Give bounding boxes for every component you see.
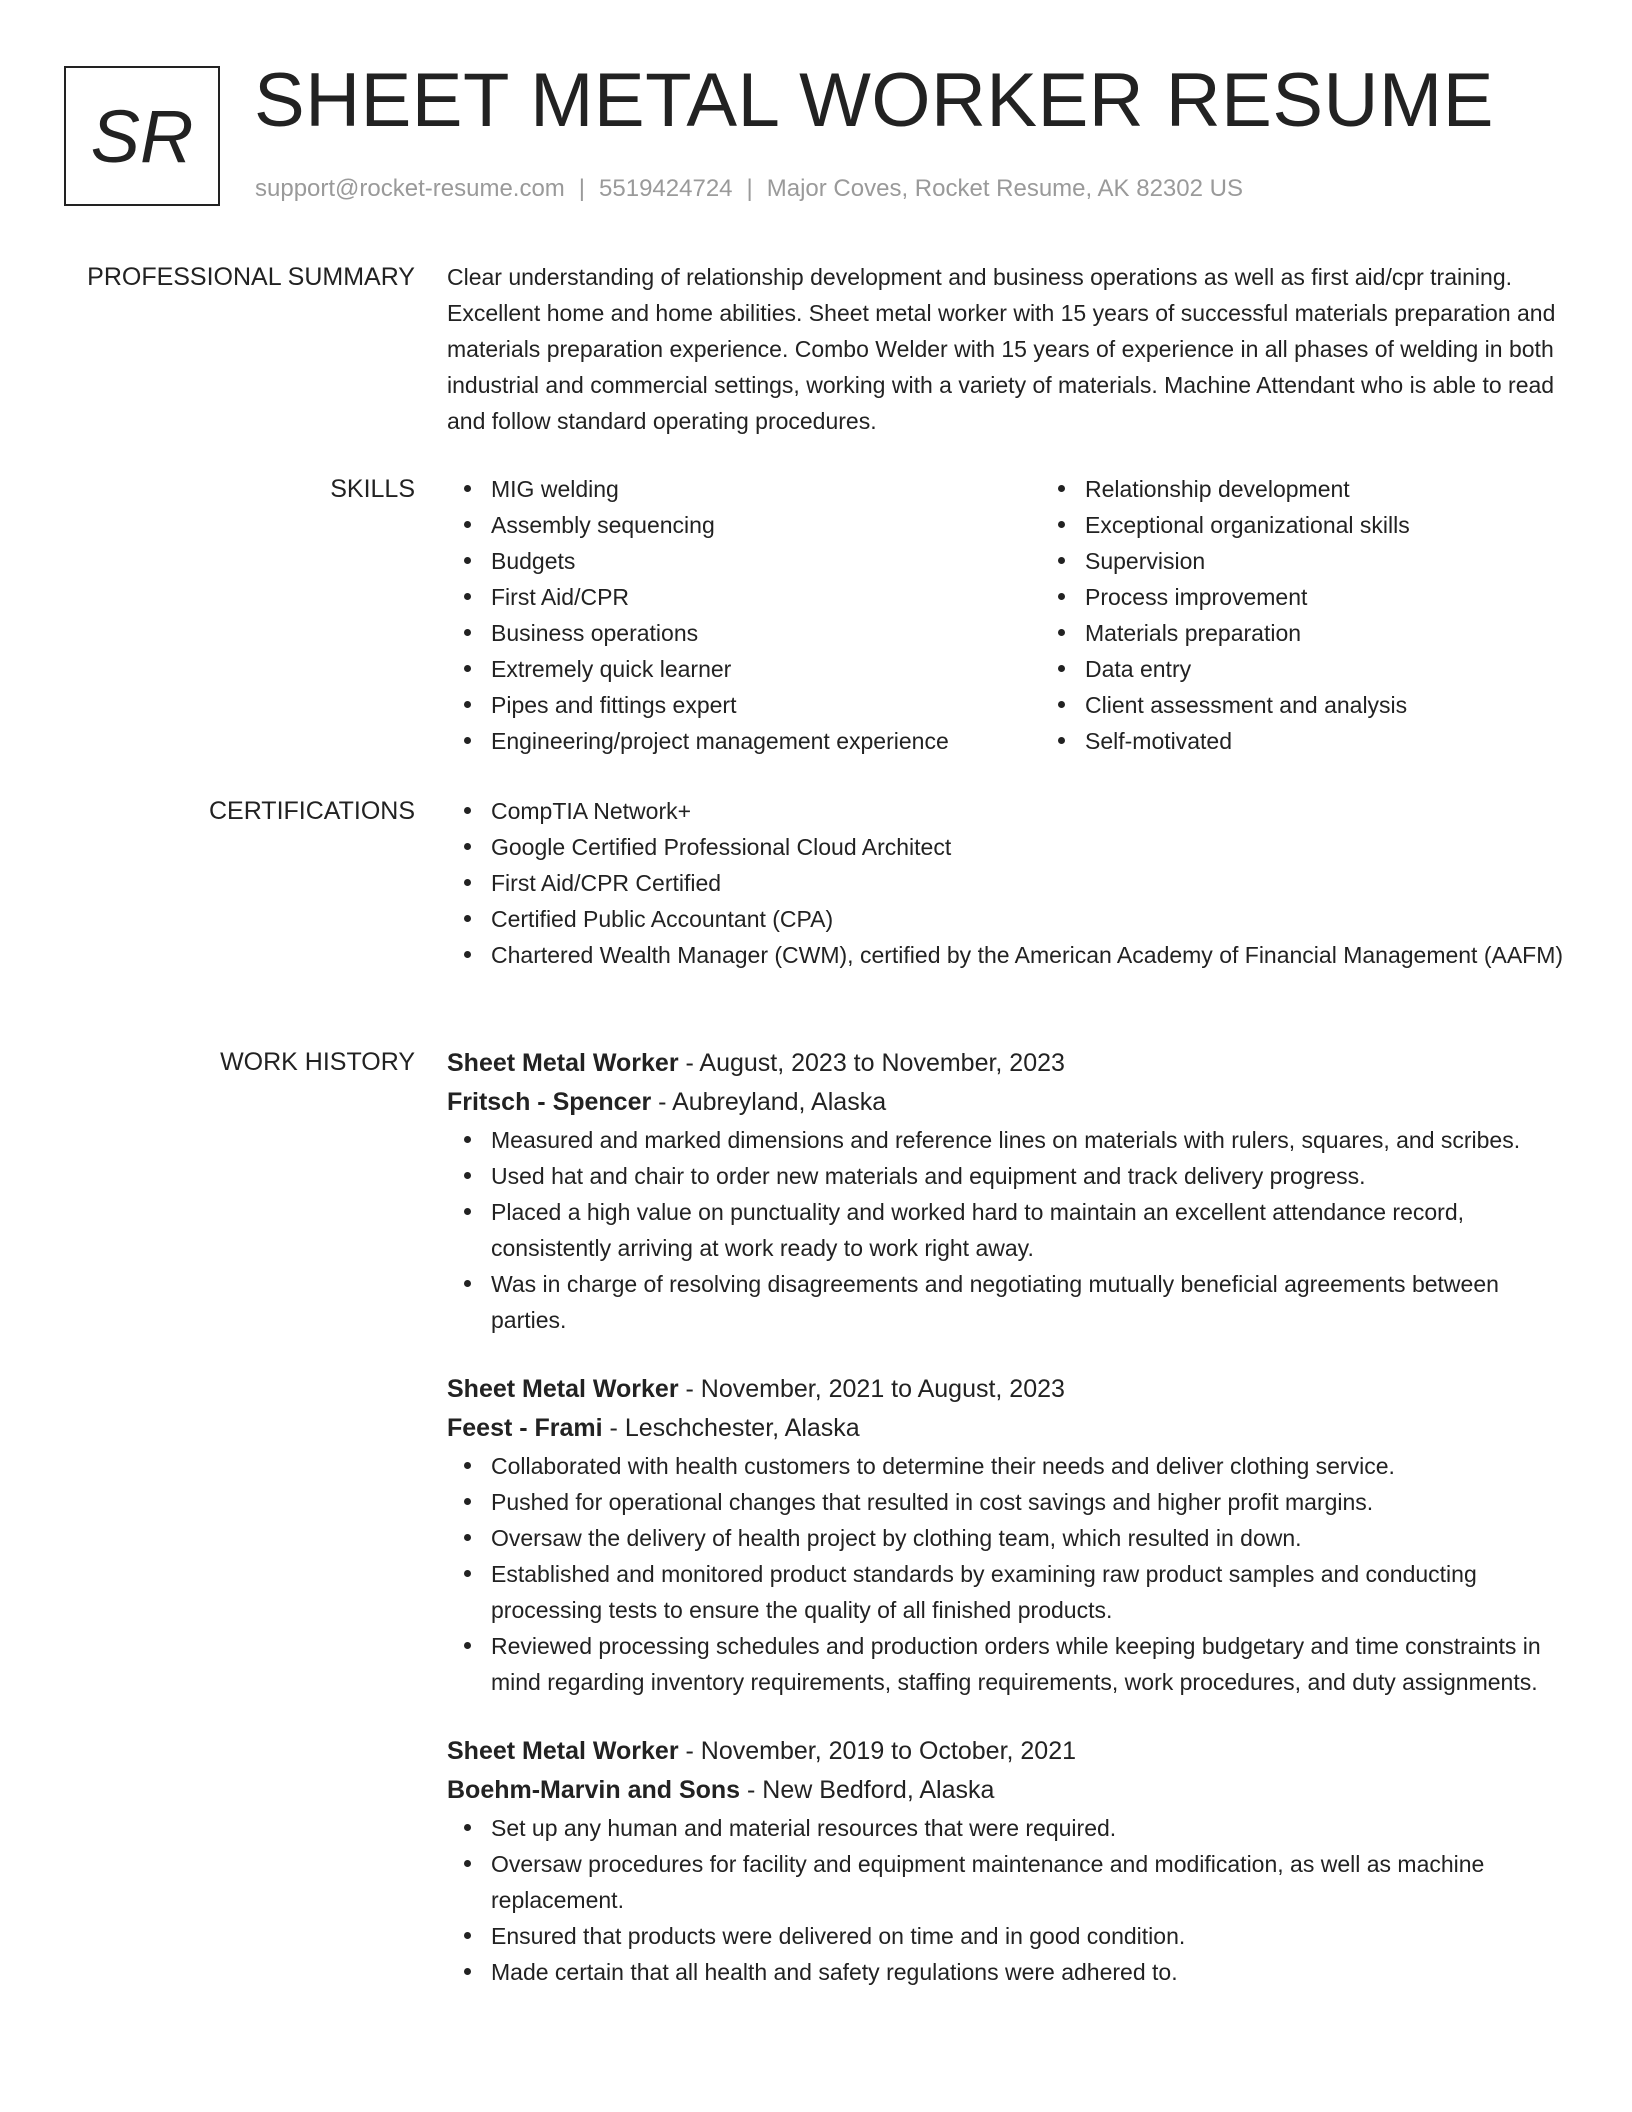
monogram-logo: SR: [64, 66, 220, 206]
job-title: Sheet Metal Worker: [447, 1737, 679, 1765]
skill-item: Self-motivated: [1085, 723, 1410, 759]
certifications-list: [447, 793, 1567, 973]
skill-item: Budgets: [491, 543, 1041, 579]
job-dates: - November, 2019 to October, 2021: [678, 1737, 1077, 1765]
summary-heading: PROFESSIONAL SUMMARY: [87, 263, 415, 291]
job-company-line: [447, 1082, 1567, 1122]
job-entry: [447, 1370, 1567, 1700]
contact-phone[interactable]: 5519424724: [599, 175, 733, 202]
skill-item: MIG welding: [491, 471, 1041, 507]
skill-item: Business operations: [491, 615, 1041, 651]
skills-list-left: [447, 471, 1041, 759]
job-company-line: [447, 1408, 1567, 1448]
job-entry: [447, 1732, 1567, 1990]
certification-item: Chartered Wealth Manager (CWM), certified by the American Academy of Financial Management (AAFM): [491, 937, 1567, 973]
skills-list-right: [1041, 471, 1410, 759]
job-company: Fritsch - Spencer: [447, 1088, 652, 1116]
skill-item: Pipes and fittings expert: [491, 687, 1041, 723]
job-dates: - August, 2023 to November, 2023: [678, 1049, 1065, 1077]
job-title-line: [447, 1370, 1567, 1408]
skill-item: Assembly sequencing: [491, 507, 1041, 543]
skill-item: Client assessment and analysis: [1085, 687, 1410, 723]
job-duty: Reviewed processing schedules and production orders while keeping budgetary and time constraints in mind regarding inventory requirements, staffing requirements, work procedures, and duty assignments.: [491, 1628, 1567, 1700]
skill-item: Process improvement: [1085, 579, 1410, 615]
job-location: - New Bedford, Alaska: [740, 1776, 995, 1804]
job-duty: Measured and marked dimensions and reference lines on materials with rulers, squares, and scribes.: [491, 1122, 1567, 1158]
job-duty: Oversaw procedures for facility and equipment maintenance and modification, as well as machine replacement.: [491, 1846, 1567, 1918]
certification-item: CompTIA Network+: [491, 793, 1567, 829]
job-duties-list: [447, 1448, 1567, 1700]
skill-item: Relationship development: [1085, 471, 1410, 507]
job-duty: Collaborated with health customers to determine their needs and deliver clothing service.: [491, 1448, 1567, 1484]
skill-item: Materials preparation: [1085, 615, 1410, 651]
contact-separator: |: [578, 175, 586, 202]
work-history-heading: WORK HISTORY: [220, 1048, 415, 1076]
job-duties-list: [447, 1810, 1567, 1990]
skill-item: Extremely quick learner: [491, 651, 1041, 687]
certification-item: First Aid/CPR Certified: [491, 865, 1567, 901]
job-duty: Used hat and chair to order new materials and equipment and track delivery progress.: [491, 1158, 1567, 1194]
contact-address: Major Coves, Rocket Resume, AK 82302 US: [766, 175, 1243, 202]
skill-item: Engineering/project management experience: [491, 723, 1041, 759]
job-title: Sheet Metal Worker: [447, 1375, 679, 1403]
job-title-line: [447, 1732, 1567, 1770]
job-duty: Ensured that products were delivered on time and in good condition.: [491, 1918, 1567, 1954]
job-duty: Set up any human and material resources that were required.: [491, 1810, 1567, 1846]
job-location: - Leschchester, Alaska: [602, 1414, 860, 1442]
job-duty: Placed a high value on punctuality and worked hard to maintain an excellent attendance record, consistently arriving at work ready to work right away.: [491, 1194, 1567, 1266]
job-entry: [447, 1044, 1567, 1338]
job-company-line: [447, 1770, 1567, 1810]
job-duty: Pushed for operational changes that resulted in cost savings and higher profit margins.: [491, 1484, 1567, 1520]
job-company: Feest - Frami: [447, 1414, 603, 1442]
job-duty: Was in charge of resolving disagreements and negotiating mutually beneficial agreements between parties.: [491, 1266, 1567, 1338]
certifications-heading: CERTIFICATIONS: [208, 797, 415, 825]
contact-line: [255, 175, 1243, 203]
job-title: Sheet Metal Worker: [447, 1049, 679, 1077]
job-company: Boehm-Marvin and Sons: [447, 1776, 741, 1804]
job-dates: - November, 2021 to August, 2023: [678, 1375, 1065, 1403]
summary-text: Clear understanding of relationship development and business operations as well as first aid/cpr training. Excellent home and home abilities. Sheet metal worker with 15 years of successful materials preparation and materials preparation experience. Combo Welder with 15 years of experience in all phases of welding in both industrial and commercial settings, working with a variety of materials. Machine Attendant who is able to read and follow standard operating procedures.: [447, 264, 1556, 434]
contact-separator: |: [746, 175, 753, 202]
skill-item: First Aid/CPR: [491, 579, 1041, 615]
job-duties-list: [447, 1122, 1567, 1338]
job-duty: Oversaw the delivery of health project by clothing team, which resulted in down.: [491, 1520, 1567, 1556]
skill-item: Supervision: [1085, 543, 1410, 579]
skills-heading: SKILLS: [330, 475, 415, 503]
page-title: SHEET METAL WORKER RESUME: [254, 58, 1494, 143]
skill-item: Data entry: [1085, 651, 1410, 687]
job-title-line: [447, 1044, 1567, 1082]
skill-item: Exceptional organizational skills: [1085, 507, 1410, 543]
job-location: - Aubreyland, Alaska: [651, 1088, 887, 1116]
certification-item: Google Certified Professional Cloud Architect: [491, 829, 1567, 865]
certification-item: Certified Public Accountant (CPA): [491, 901, 1567, 937]
contact-email[interactable]: support@rocket-resume.com: [255, 175, 565, 202]
job-duty: Established and monitored product standards by examining raw product samples and conducting processing tests to ensure the quality of all finished products.: [491, 1556, 1567, 1628]
job-duty: Made certain that all health and safety regulations were adhered to.: [491, 1954, 1567, 1990]
